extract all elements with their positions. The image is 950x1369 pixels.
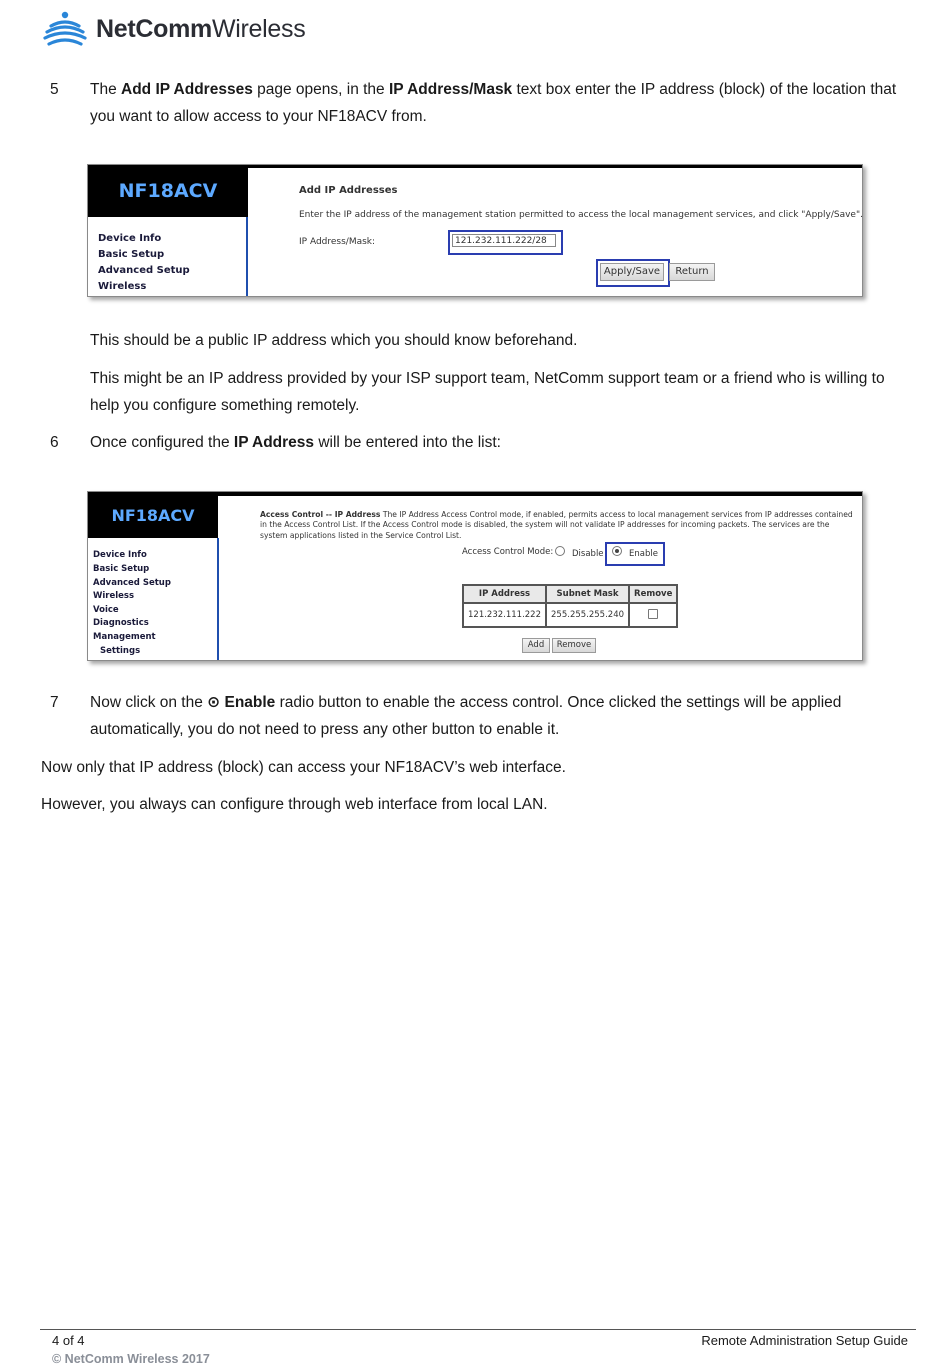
page-number: 4 of 4 — [52, 1333, 85, 1348]
table-row — [463, 603, 677, 627]
col-header-ip: IP Address — [463, 585, 546, 603]
access-control-description: Access Control -- IP Address The IP Address Access Control mode, if enabled, permits access to local management services from IP addresses contained in the Access Control List. If the Access Control mode is disabled, the system will not validate IP addresses for incoming packets. The services are the system applications listed in the Service Control List. — [260, 510, 853, 540]
disable-radio[interactable] — [555, 546, 565, 556]
nav-wireless[interactable]: Wireless — [93, 591, 135, 601]
paragraph-local-lan: However, you always can configure through web interface from local LAN. — [41, 796, 548, 813]
radio-icon: ⊙ — [207, 694, 221, 711]
step-text: Once configured the IP Address will be entered into the list: — [90, 434, 501, 451]
nav-advanced-setup[interactable]: Advanced Setup — [93, 578, 171, 588]
nav-device-info[interactable]: Device Info — [93, 550, 147, 560]
add-ip-screenshot — [87, 164, 863, 297]
device-brand: NF18ACV — [88, 165, 248, 217]
nav-voice[interactable]: Voice — [93, 605, 119, 615]
step-number: 5 — [50, 81, 59, 98]
return-button[interactable]: Return — [669, 263, 715, 281]
nav-settings[interactable]: Settings — [100, 646, 141, 656]
paragraph-result: Now only that IP address (block) can access your NF18ACV’s web interface. — [41, 759, 566, 776]
row-remove-cell — [629, 603, 677, 627]
nav-advanced-setup[interactable]: Advanced Setup — [98, 265, 190, 276]
nav-basic-setup[interactable]: Basic Setup — [98, 249, 165, 260]
nav-management[interactable]: Management — [93, 632, 156, 642]
access-control-screenshot — [87, 491, 863, 661]
apply-save-button[interactable]: Apply/Save — [600, 263, 664, 281]
disable-label: Disable — [572, 549, 604, 559]
access-mode-label: Access Control Mode: — [462, 547, 554, 557]
footer-divider — [40, 1329, 916, 1330]
step-number: 6 — [50, 434, 59, 451]
col-header-remove: Remove — [629, 585, 677, 603]
enable-label: Enable — [629, 549, 658, 559]
panel-title: Add IP Addresses — [299, 185, 398, 196]
nav-basic-setup[interactable]: Basic Setup — [93, 564, 150, 574]
remove-button[interactable]: Remove — [552, 638, 596, 653]
guide-title: Remote Administration Setup Guide — [701, 1333, 908, 1348]
ip-mask-label: IP Address/Mask: — [299, 237, 376, 247]
ip-mask-input[interactable]: 121.232.111.222/28 — [452, 234, 556, 247]
step-text: The Add IP Addresses page opens, in the IP Address/Mask text box enter the IP address (block) of the location that you want to allow access to your NF18ACV from. — [90, 81, 897, 125]
wifi-logo-icon — [42, 9, 88, 49]
enable-radio[interactable] — [612, 546, 622, 556]
paragraph-public-ip: This should be a public IP address which you should know beforehand. — [90, 332, 578, 349]
panel-instructions: Enter the IP address of the management station permitted to access the local management services, and click "Apply/Save". — [299, 210, 863, 220]
nav-wireless[interactable]: Wireless — [98, 281, 147, 292]
row-ip: 121.232.111.222 — [463, 603, 546, 627]
add-button[interactable]: Add — [522, 638, 550, 653]
netcomm-logo — [42, 8, 305, 50]
copyright: © NetComm Wireless 2017 — [52, 1352, 210, 1366]
access-list-table — [462, 584, 678, 628]
row-mask: 255.255.255.240 — [546, 603, 629, 627]
step-text: Now click on the ⊙ Enable radio button to enable the access control. Once clicked the settings will be applied automatically, you do not need to press any other button to enable it. — [90, 694, 842, 738]
side-nav — [88, 217, 248, 296]
remove-checkbox[interactable] — [648, 609, 658, 619]
step-number: 7 — [50, 694, 59, 711]
col-header-mask: Subnet Mask — [546, 585, 629, 603]
nav-device-info[interactable]: Device Info — [98, 233, 162, 244]
side-nav — [88, 538, 219, 660]
device-brand: NF18ACV — [88, 492, 218, 538]
logo-wordmark: NetCommWireless — [96, 14, 306, 43]
paragraph-ip-source: This might be an IP address provided by your ISP support team, NetComm support team or a friend who is willing to help you configure something remotely. — [90, 370, 885, 414]
nav-diagnostics[interactable]: Diagnostics — [93, 618, 149, 628]
